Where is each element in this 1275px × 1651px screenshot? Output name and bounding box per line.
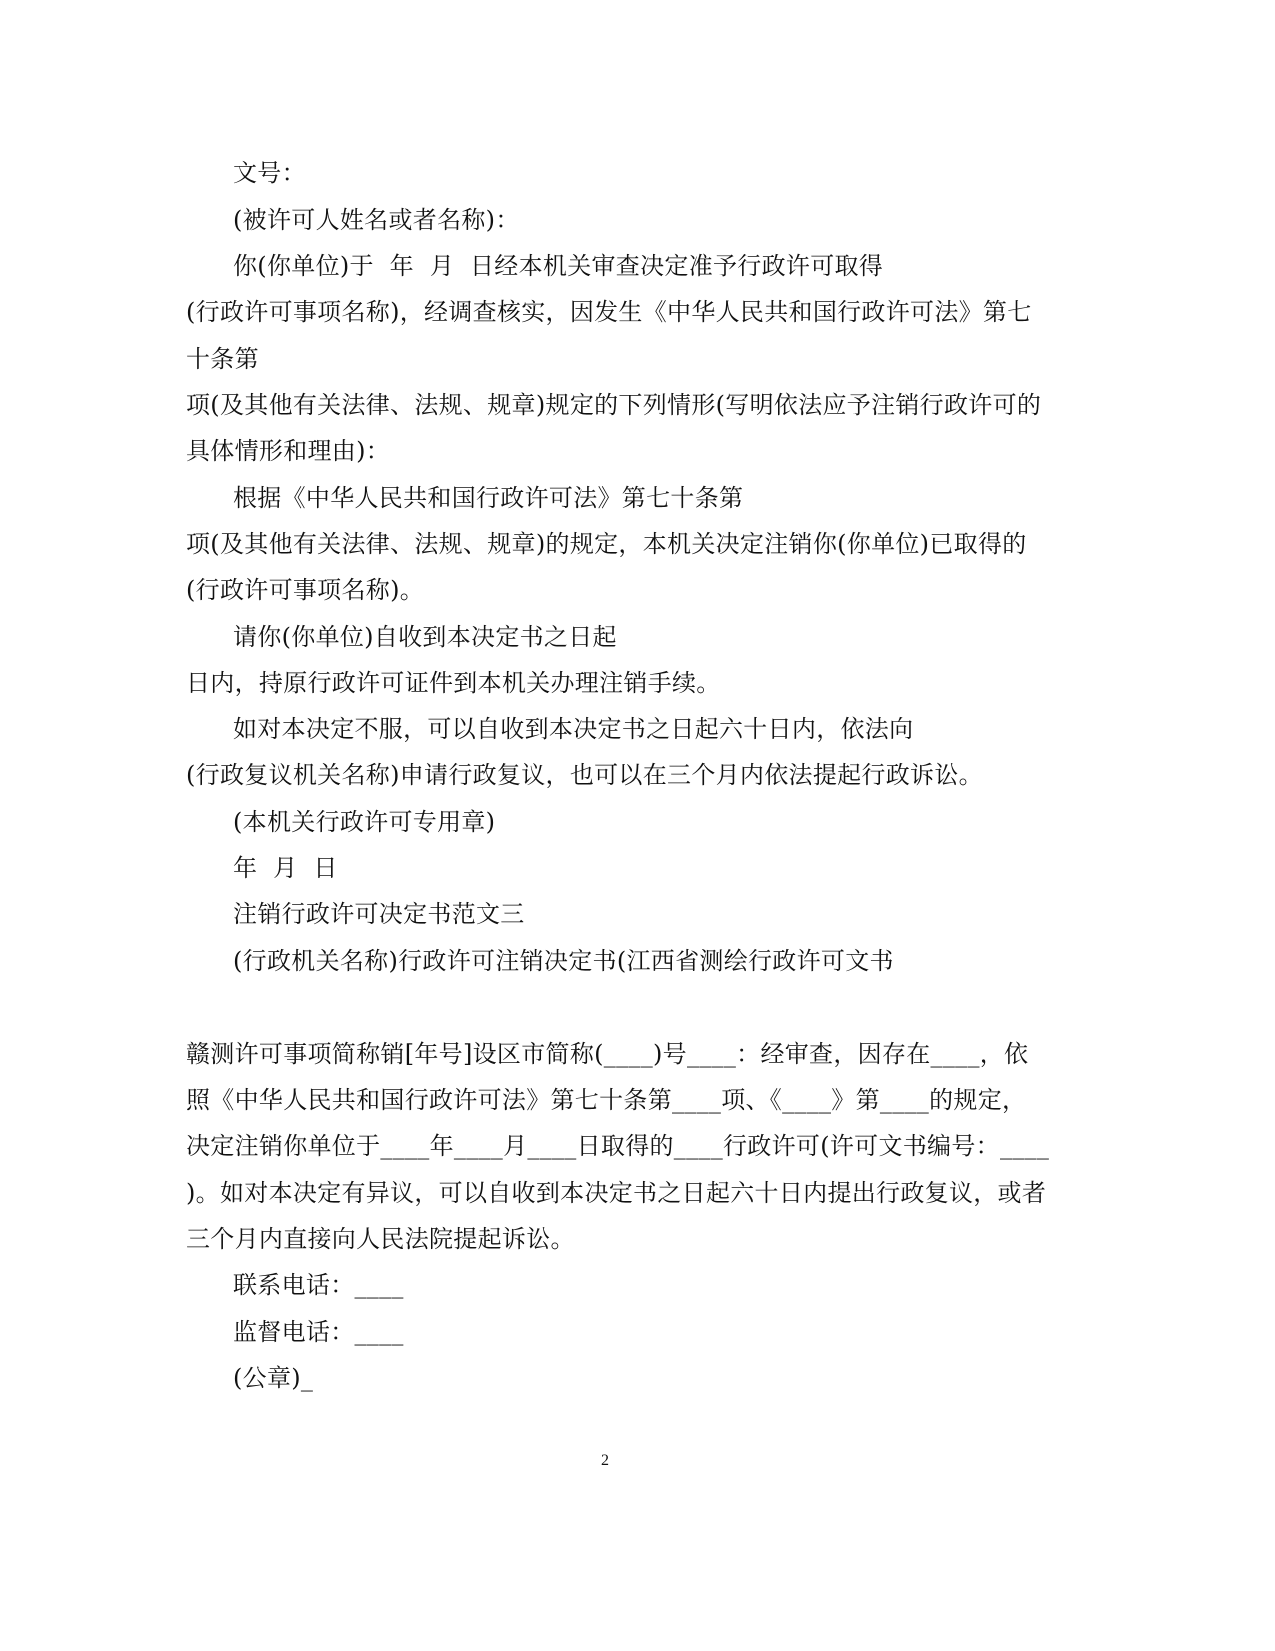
- paragraph-line: 照《中华人民共和国行政许可法》第七十条第____项、《____》第____的规定，: [186, 1086, 1027, 1114]
- doc-number-line: 文号：: [233, 159, 306, 187]
- paragraph-line: 项(及其他有关法律、法规、规章)规定的下列情形(写明依法应予注销行政许可的: [186, 391, 1042, 419]
- document-title-line: (行政机关名称)行政许可注销决定书(江西省测绘行政许可文书: [233, 947, 894, 975]
- paragraph-line: 赣测许可事项简称销[年号]设区市简称(____)号____：经审查，因存在____，依: [186, 1040, 1029, 1068]
- section-heading: 注销行政许可决定书范文三: [233, 900, 525, 928]
- paragraph-line: (行政许可事项名称)。: [186, 576, 425, 604]
- seal-line: (本机关行政许可专用章): [233, 808, 496, 836]
- paragraph-line: (行政许可事项名称)，经调查核实，因发生《中华人民共和国行政许可法》第七: [186, 298, 1032, 326]
- supervision-phone-line: 监督电话：____: [233, 1318, 404, 1346]
- date-line: 年 月 日: [233, 854, 338, 882]
- paragraph-line: )。如对本决定有异议，可以自收到本决定书之日起六十日内提出行政复议，或者: [186, 1179, 1047, 1207]
- paragraph-line: 请你(你单位)自收到本决定书之日起: [233, 623, 617, 651]
- licensee-name-line: (被许可人姓名或者名称)：: [233, 206, 520, 234]
- paragraph-line: 根据《中华人民共和国行政许可法》第七十条第: [233, 484, 744, 512]
- paragraph-line: 项(及其他有关法律、法规、规章)的规定，本机关决定注销你(你单位)已取得的: [186, 530, 1027, 558]
- paragraph-line: 具体情形和理由)：: [186, 437, 391, 465]
- paragraph-line: (行政复议机关名称)申请行政复议，也可以在三个月内依法提起行政诉讼。: [186, 761, 983, 789]
- paragraph-line: 十条第: [186, 345, 259, 373]
- official-seal-line: (公章)_: [233, 1364, 314, 1392]
- paragraph-line: 三个月内直接向人民法院提起诉讼。: [186, 1225, 575, 1253]
- paragraph-line: 日内，持原行政许可证件到本机关办理注销手续。: [186, 669, 721, 697]
- paragraph-line: 如对本决定不服，可以自收到本决定书之日起六十日内，依法向: [233, 715, 914, 743]
- page-number: 2: [601, 1452, 609, 1469]
- paragraph-line: 决定注销你单位于____年____月____日取得的____行政许可(许可文书编号：____: [186, 1132, 1050, 1160]
- paragraph-line: 你(你单位)于 年 月 日经本机关审查决定准予行政许可取得: [233, 252, 884, 280]
- contact-phone-line: 联系电话：____: [233, 1271, 404, 1299]
